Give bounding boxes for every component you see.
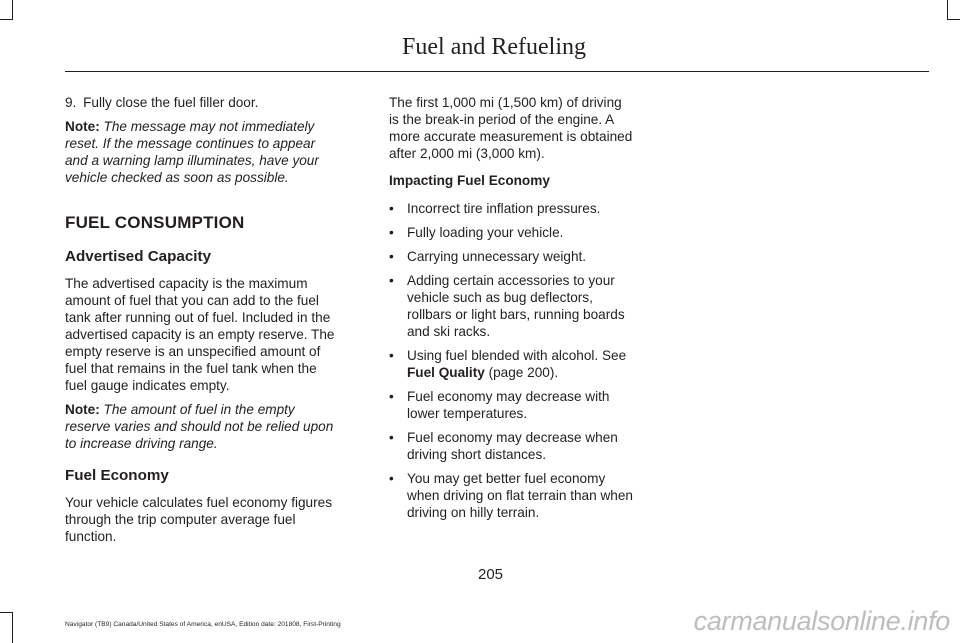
list-item: • You may get better fuel economy when driving on flat terrain than when driving on hilly terrain.	[389, 471, 633, 520]
list-item: • Incorrect tire inflation pressures.	[389, 201, 601, 216]
bullet-dot: •	[389, 273, 394, 288]
list-item: • Fully loading your vehicle.	[389, 225, 564, 240]
advertised-capacity-body: The advertised capacity is the maximum amount of fuel that you can add to the fuel tank after running out of fuel. Included in the advertised capacity is an empty reserve. The empty reserve is an unspecified amount of fuel that remains in the fuel tank when the fuel gauge indicates empty.	[65, 276, 335, 393]
section-title-fuel-consumption: FUEL CONSUMPTION	[65, 213, 245, 232]
left-column	[65, 94, 340, 552]
bullet-dot: •	[389, 225, 394, 240]
crop-mark-top-left-v	[12, 0, 13, 20]
bullet-dot: •	[389, 249, 394, 264]
list-item: • Adding certain accessories to your vehicle such as bug deflectors, rollbars or light bars, running boards and ski racks.	[389, 273, 625, 339]
heading-impacting-fuel-economy: Impacting Fuel Economy	[389, 173, 550, 188]
bullet-dot: •	[389, 201, 394, 216]
list-item: • Fuel economy may decrease with lower temperatures.	[389, 389, 610, 421]
heading-fuel-economy: Fuel Economy	[65, 467, 169, 484]
list-item: • Using fuel blended with alcohol. See Fuel Quality (page 200).	[389, 348, 627, 380]
note-1-text: The message may not immediately reset. If the message continues to appear and a warning lamp illuminates, have your vehicle checked as soon as possible.	[65, 119, 319, 185]
list-item: • Carrying unnecessary weight.	[389, 249, 587, 264]
note-2	[65, 401, 340, 452]
crop-mark-bottom-left-h	[0, 612, 12, 613]
bullet-dot: •	[389, 348, 394, 363]
note-2-label: Note:	[65, 402, 100, 417]
page-header-title: Fuel and Refueling	[402, 34, 586, 60]
note-1	[65, 118, 340, 186]
bullet-dot: •	[389, 389, 394, 404]
crop-mark-top-right-h	[947, 19, 960, 20]
bullet-dot: •	[389, 430, 394, 445]
fuel-quality-link[interactable]: Fuel Quality	[407, 365, 485, 380]
step-9: 9. Fully close the fuel filler door.	[65, 95, 259, 110]
right-column	[389, 94, 634, 528]
page-number: 205	[478, 566, 504, 583]
note-2-text: The amount of fuel in the empty reserve varies and should not be relied upon to increase driving range.	[65, 402, 334, 451]
list-item: • Fuel economy may decrease when driving short distances.	[389, 430, 618, 462]
bullet-dot: •	[389, 471, 394, 486]
crop-mark-bottom-left-v	[12, 612, 13, 643]
note-1-label: Note:	[65, 119, 100, 134]
header-rule	[65, 71, 929, 72]
watermark: carmanualsonline.info	[693, 606, 950, 636]
impacting-list	[389, 200, 634, 521]
break-in-paragraph: The first 1,000 mi (1,500 km) of driving is the break-in period of the engine. A more accurate measurement is obtained after 2,000 mi (3,000 km).	[389, 95, 633, 161]
heading-advertised-capacity: Advertised Capacity	[65, 248, 212, 265]
crop-mark-top-right-v	[947, 0, 948, 20]
footer-edition-text: Navigator (TB9) Canada/United States of America, enUSA, Edition date: 201808, First-Printing	[65, 621, 341, 628]
crop-mark-top-left-h	[0, 19, 12, 20]
fuel-economy-body: Your vehicle calculates fuel economy figures through the trip computer average fuel function.	[65, 495, 332, 544]
